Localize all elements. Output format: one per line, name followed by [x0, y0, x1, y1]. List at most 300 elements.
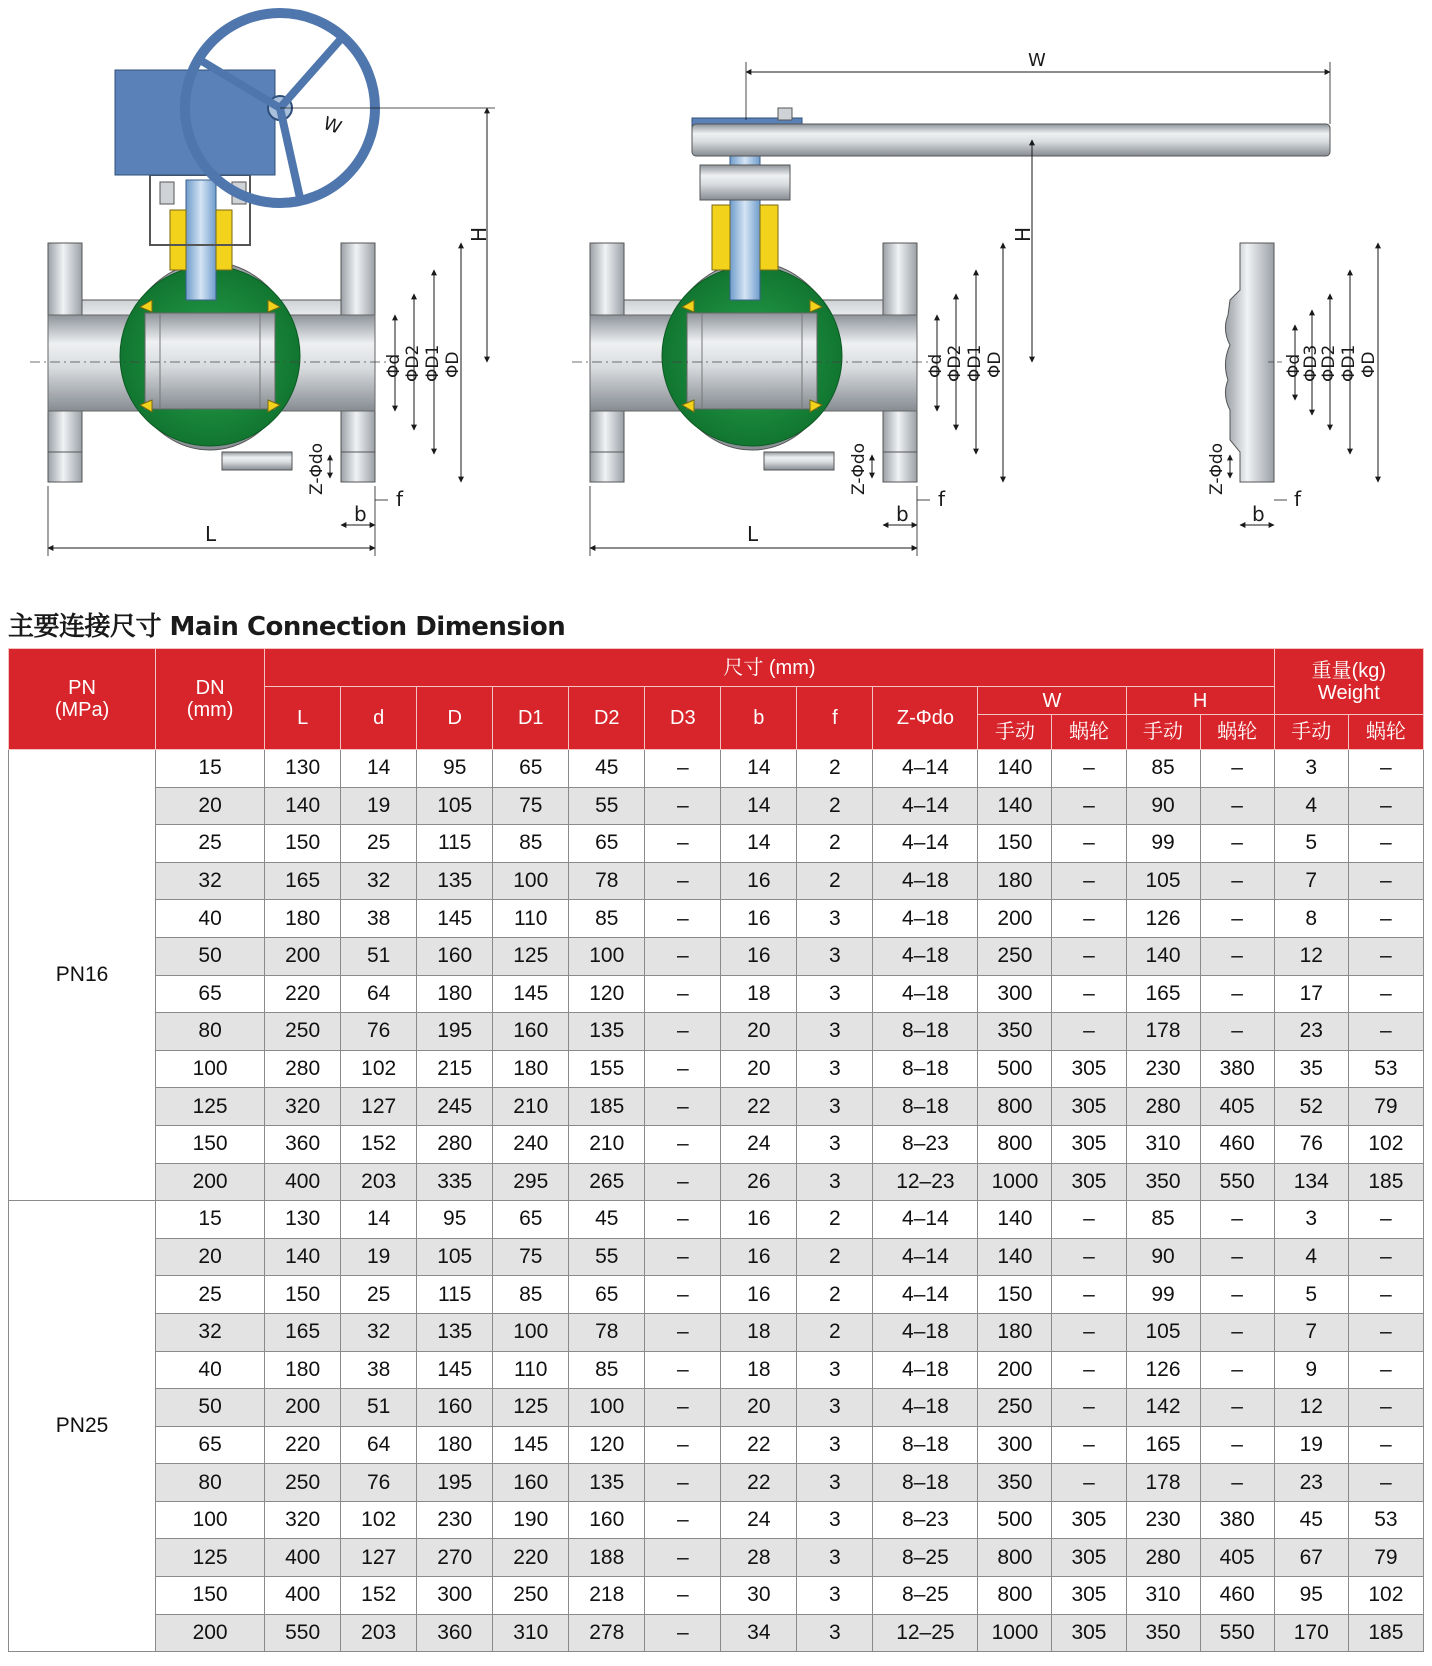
table-cell: 100	[156, 1501, 265, 1539]
dim-label-f: f	[396, 487, 404, 511]
table-cell: 16	[721, 862, 797, 900]
table-cell: 550	[1200, 1614, 1274, 1652]
table-row	[9, 1013, 1424, 1051]
table-cell: 155	[569, 1050, 645, 1088]
table-cell: 160	[493, 1464, 569, 1502]
table-cell: 400	[265, 1577, 341, 1615]
table-cell: –	[1348, 862, 1423, 900]
table-row	[9, 750, 1424, 788]
table-cell: –	[1348, 750, 1423, 788]
table-cell: 140	[1126, 937, 1200, 975]
table-cell: 140	[265, 1238, 341, 1276]
header-size-group: 尺寸 (mm)	[265, 649, 1275, 687]
table-cell: 2	[797, 862, 873, 900]
table-row	[9, 975, 1424, 1013]
table-cell: –	[645, 1614, 721, 1652]
table-cell: 65	[569, 1276, 645, 1314]
table-cell: 305	[1052, 1050, 1126, 1088]
table-cell: –	[1200, 1238, 1274, 1276]
table-cell: –	[1052, 787, 1126, 825]
dim-label-zdo-flange: Z-Φdo	[1207, 442, 1227, 495]
table-cell: 53	[1348, 1501, 1423, 1539]
table-cell: –	[1348, 1238, 1423, 1276]
table-cell: 2	[797, 787, 873, 825]
table-cell: 4–14	[873, 1238, 978, 1276]
table-cell: 125	[156, 1088, 265, 1126]
table-cell: 230	[417, 1501, 493, 1539]
table-cell: 380	[1200, 1501, 1274, 1539]
header-W: W	[978, 687, 1126, 715]
table-cell: 8–25	[873, 1577, 978, 1615]
header-weight-worm: 蜗轮	[1348, 715, 1423, 750]
table-cell: 240	[493, 1125, 569, 1163]
table-cell: 85	[493, 825, 569, 863]
table-cell: 38	[341, 1351, 417, 1389]
table-cell: 188	[569, 1539, 645, 1577]
table-cell: 305	[1052, 1088, 1126, 1126]
table-cell: –	[1348, 1201, 1423, 1239]
table-cell: 120	[569, 975, 645, 1013]
table-cell: 18	[721, 1313, 797, 1351]
header-f: f	[797, 687, 873, 750]
table-cell: 3	[797, 975, 873, 1013]
table-cell: 22	[721, 1088, 797, 1126]
table-cell: 25	[341, 1276, 417, 1314]
table-cell: –	[645, 975, 721, 1013]
dim-label-H: H	[467, 226, 491, 242]
header-weight-manual: 手动	[1274, 715, 1348, 750]
table-cell: 51	[341, 937, 417, 975]
table-cell: 460	[1200, 1577, 1274, 1615]
table-cell: 105	[417, 1238, 493, 1276]
table-cell: 200	[265, 937, 341, 975]
table-cell: 8–23	[873, 1501, 978, 1539]
table-cell: 140	[978, 1238, 1052, 1276]
table-cell: –	[1052, 975, 1126, 1013]
header-H-manual: 手动	[1126, 715, 1200, 750]
table-cell: 800	[978, 1539, 1052, 1577]
table-cell: 165	[265, 862, 341, 900]
table-cell: 28	[721, 1539, 797, 1577]
table-row	[9, 862, 1424, 900]
table-cell: –	[645, 1238, 721, 1276]
header-H-worm: 蜗轮	[1200, 715, 1274, 750]
table-cell: –	[1052, 825, 1126, 863]
table-cell: 305	[1052, 1539, 1126, 1577]
table-cell: 3	[797, 1389, 873, 1427]
table-cell: 3	[797, 937, 873, 975]
table-cell: 65	[493, 750, 569, 788]
table-cell: 90	[1126, 787, 1200, 825]
table-cell: 115	[417, 825, 493, 863]
table-cell: –	[1052, 1351, 1126, 1389]
table-cell: –	[1200, 937, 1274, 975]
table-cell: 14	[721, 787, 797, 825]
table-cell: 135	[569, 1464, 645, 1502]
table-cell: 100	[493, 1313, 569, 1351]
table-cell: 12	[1274, 937, 1348, 975]
table-row	[9, 900, 1424, 938]
table-cell: 50	[156, 937, 265, 975]
header-D2: D2	[569, 687, 645, 750]
table-cell: 19	[341, 1238, 417, 1276]
table-cell: 152	[341, 1125, 417, 1163]
table-cell: –	[1348, 1389, 1423, 1427]
table-cell: 23	[1274, 1464, 1348, 1502]
table-cell: 310	[493, 1614, 569, 1652]
table-cell: 34	[721, 1614, 797, 1652]
table-cell: 200	[156, 1614, 265, 1652]
table-cell: 102	[1348, 1125, 1423, 1163]
table-cell: 360	[417, 1614, 493, 1652]
table-cell: 32	[341, 1313, 417, 1351]
dim-label-d: Φd	[384, 353, 404, 378]
table-cell: 200	[265, 1389, 341, 1427]
table-cell: 180	[417, 1426, 493, 1464]
header-weight-group: 重量(kg) Weight	[1274, 649, 1423, 715]
table-cell: 102	[1348, 1577, 1423, 1615]
table-cell: –	[1200, 750, 1274, 788]
table-cell: –	[645, 900, 721, 938]
table-cell: 7	[1274, 862, 1348, 900]
table-cell: 4–18	[873, 1351, 978, 1389]
table-cell: 305	[1052, 1577, 1126, 1615]
table-cell: 215	[417, 1050, 493, 1088]
table-cell: 115	[417, 1276, 493, 1314]
table-cell: 4–14	[873, 1201, 978, 1239]
table-cell: 800	[978, 1125, 1052, 1163]
table-cell: 150	[156, 1577, 265, 1615]
table-cell: –	[1052, 1201, 1126, 1239]
table-cell: 320	[265, 1088, 341, 1126]
table-cell: –	[1052, 1313, 1126, 1351]
table-cell: 1000	[978, 1614, 1052, 1652]
table-cell: –	[645, 937, 721, 975]
table-cell: –	[645, 1013, 721, 1051]
table-cell: –	[1348, 787, 1423, 825]
table-cell: 85	[1126, 1201, 1200, 1239]
table-cell: 3	[797, 1125, 873, 1163]
table-cell: 4–14	[873, 825, 978, 863]
table-cell: –	[1052, 862, 1126, 900]
table-cell: –	[1052, 1238, 1126, 1276]
dim-label-b: b	[354, 502, 367, 526]
table-cell: 14	[721, 750, 797, 788]
table-cell: 35	[1274, 1050, 1348, 1088]
table-cell: 220	[265, 1426, 341, 1464]
dim-label-f-lever: f	[938, 487, 946, 511]
table-cell: 203	[341, 1163, 417, 1201]
table-cell: 8	[1274, 900, 1348, 938]
table-cell: 79	[1348, 1088, 1423, 1126]
table-cell: 335	[417, 1163, 493, 1201]
dim-label-D3-flange: ΦD3	[1301, 344, 1321, 382]
table-cell: 220	[493, 1539, 569, 1577]
table-cell: 250	[265, 1013, 341, 1051]
table-cell: 4	[1274, 787, 1348, 825]
table-cell: 125	[493, 937, 569, 975]
table-cell: 310	[1126, 1577, 1200, 1615]
table-cell: 8–18	[873, 1050, 978, 1088]
table-cell: 102	[341, 1501, 417, 1539]
table-cell: 300	[978, 975, 1052, 1013]
table-cell: 30	[721, 1577, 797, 1615]
table-cell: –	[645, 862, 721, 900]
header-zdo: Z-Φdo	[873, 687, 978, 750]
table-cell: 380	[1200, 1050, 1274, 1088]
table-cell: –	[1200, 900, 1274, 938]
table-cell: 310	[1126, 1125, 1200, 1163]
table-cell: 8–23	[873, 1125, 978, 1163]
dim-label-zdo: Z-Φdo	[307, 442, 327, 495]
table-cell: 76	[341, 1013, 417, 1051]
table-cell: 550	[265, 1614, 341, 1652]
table-cell: 145	[493, 1426, 569, 1464]
table-row	[9, 1313, 1424, 1351]
table-cell: 350	[978, 1013, 1052, 1051]
table-cell: –	[645, 1313, 721, 1351]
table-cell: 3	[797, 1163, 873, 1201]
table-cell: 5	[1274, 825, 1348, 863]
table-cell: 195	[417, 1013, 493, 1051]
table-cell: –	[1200, 1013, 1274, 1051]
table-cell: 4–18	[873, 1389, 978, 1427]
table-cell: 460	[1200, 1125, 1274, 1163]
table-row	[9, 787, 1424, 825]
table-cell: 16	[721, 1276, 797, 1314]
table-cell: 23	[1274, 1013, 1348, 1051]
table-cell: 4–14	[873, 787, 978, 825]
header-pn: PN (MPa)	[9, 649, 156, 750]
table-row	[9, 1088, 1424, 1126]
table-cell: 51	[341, 1389, 417, 1427]
table-cell: –	[1200, 1426, 1274, 1464]
table-cell: 8–18	[873, 1426, 978, 1464]
table-cell: 85	[569, 1351, 645, 1389]
table-cell: 250	[978, 1389, 1052, 1427]
table-cell: 76	[341, 1464, 417, 1502]
table-cell: 150	[265, 825, 341, 863]
table-cell: –	[645, 787, 721, 825]
table-cell: 18	[721, 975, 797, 1013]
table-cell: –	[645, 1577, 721, 1615]
table-cell: –	[1348, 1426, 1423, 1464]
table-cell: –	[645, 1050, 721, 1088]
dim-label-D2-flange: ΦD2	[1319, 344, 1339, 382]
table-cell: 145	[493, 975, 569, 1013]
table-cell: 280	[417, 1125, 493, 1163]
table-cell: 350	[1126, 1163, 1200, 1201]
table-cell: –	[1052, 1464, 1126, 1502]
table-cell: 65	[569, 825, 645, 863]
table-cell: 3	[1274, 1201, 1348, 1239]
table-cell: 24	[721, 1125, 797, 1163]
table-cell: 550	[1200, 1163, 1274, 1201]
table-cell: –	[645, 1088, 721, 1126]
table-cell: 2	[797, 825, 873, 863]
table-cell: 65	[493, 1201, 569, 1239]
table-cell: 142	[1126, 1389, 1200, 1427]
table-cell: –	[1348, 937, 1423, 975]
table-cell: –	[1200, 1389, 1274, 1427]
table-row	[9, 1163, 1424, 1201]
table-cell: 300	[978, 1426, 1052, 1464]
table-cell: 20	[156, 1238, 265, 1276]
table-cell: 165	[265, 1313, 341, 1351]
table-cell: 178	[1126, 1013, 1200, 1051]
header-d: d	[341, 687, 417, 750]
table-cell: 180	[417, 975, 493, 1013]
table-cell: 24	[721, 1501, 797, 1539]
table-cell: 110	[493, 1351, 569, 1389]
table-cell: 19	[341, 787, 417, 825]
table-row	[9, 1201, 1424, 1239]
header-W-manual: 手动	[978, 715, 1052, 750]
table-cell: 152	[341, 1577, 417, 1615]
header-dn: DN (mm)	[156, 649, 265, 750]
table-cell: 245	[417, 1088, 493, 1126]
table-cell: 8–18	[873, 1088, 978, 1126]
table-cell: –	[1052, 1426, 1126, 1464]
table-cell: 135	[569, 1013, 645, 1051]
table-cell: 3	[1274, 750, 1348, 788]
table-cell: 180	[978, 862, 1052, 900]
table-cell: –	[1200, 1464, 1274, 1502]
table-cell: –	[1200, 1201, 1274, 1239]
table-cell: 203	[341, 1614, 417, 1652]
table-cell: 800	[978, 1577, 1052, 1615]
table-cell: 400	[265, 1163, 341, 1201]
table-cell: 3	[797, 1426, 873, 1464]
table-row	[9, 1577, 1424, 1615]
table-cell: 1000	[978, 1163, 1052, 1201]
table-row	[9, 937, 1424, 975]
pn-group-label: PN25	[9, 1201, 156, 1652]
table-cell: 150	[265, 1276, 341, 1314]
table-cell: 7	[1274, 1313, 1348, 1351]
table-cell: –	[1200, 975, 1274, 1013]
table-cell: 125	[156, 1539, 265, 1577]
table-cell: 85	[1126, 750, 1200, 788]
table-row	[9, 825, 1424, 863]
table-cell: 230	[1126, 1050, 1200, 1088]
section-title: 主要连接尺寸 Main Connection Dimension	[8, 612, 566, 642]
table-cell: 100	[569, 937, 645, 975]
table-cell: 500	[978, 1050, 1052, 1088]
table-cell: 76	[1274, 1125, 1348, 1163]
table-cell: 120	[569, 1426, 645, 1464]
table-cell: 78	[569, 862, 645, 900]
header-b: b	[721, 687, 797, 750]
table-cell: 16	[721, 1238, 797, 1276]
table-cell: 200	[978, 1351, 1052, 1389]
table-row	[9, 1389, 1424, 1427]
table-cell: 85	[569, 900, 645, 938]
table-cell: 135	[417, 1313, 493, 1351]
table-row	[9, 1539, 1424, 1577]
dim-label-d-flange: Φd	[1284, 353, 1304, 378]
table-cell: 40	[156, 1351, 265, 1389]
table-cell: 170	[1274, 1614, 1348, 1652]
table-cell: –	[1200, 1351, 1274, 1389]
table-cell: 3	[797, 1464, 873, 1502]
table-row	[9, 1426, 1424, 1464]
dim-label-d-lever: Φd	[926, 353, 946, 378]
table-cell: 350	[978, 1464, 1052, 1502]
table-cell: 100	[493, 862, 569, 900]
table-cell: –	[1200, 787, 1274, 825]
dim-label-H-lever: H	[1011, 226, 1035, 242]
table-cell: 150	[156, 1125, 265, 1163]
table-cell: –	[645, 1276, 721, 1314]
table-cell: 405	[1200, 1539, 1274, 1577]
table-cell: 95	[1274, 1577, 1348, 1615]
table-cell: 127	[341, 1088, 417, 1126]
table-cell: 52	[1274, 1088, 1348, 1126]
table-cell: –	[1348, 1313, 1423, 1351]
dim-label-D2-lever: ΦD2	[945, 344, 965, 382]
pn-group-label: PN16	[9, 750, 156, 1201]
table-cell: 16	[721, 1201, 797, 1239]
dim-label-f-flange: f	[1294, 487, 1302, 511]
table-cell: 100	[156, 1050, 265, 1088]
table-cell: –	[645, 750, 721, 788]
table-cell: 250	[265, 1464, 341, 1502]
table-cell: 400	[265, 1539, 341, 1577]
table-cell: 99	[1126, 1276, 1200, 1314]
dim-label-D-lever: ΦD	[985, 351, 1005, 378]
flange-detail-drawing	[1207, 243, 1379, 526]
table-cell: –	[1052, 1013, 1126, 1051]
table-cell: 126	[1126, 1351, 1200, 1389]
table-row	[9, 1614, 1424, 1652]
table-cell: –	[645, 1539, 721, 1577]
table-cell: 145	[417, 1351, 493, 1389]
table-cell: 200	[156, 1163, 265, 1201]
table-cell: 65	[156, 1426, 265, 1464]
table-cell: –	[645, 1389, 721, 1427]
dim-label-D1-flange: ΦD1	[1339, 344, 1359, 382]
table-cell: 32	[156, 862, 265, 900]
table-cell: 4–14	[873, 750, 978, 788]
header-D: D	[417, 687, 493, 750]
table-cell: 55	[569, 787, 645, 825]
table-cell: 3	[797, 1501, 873, 1539]
table-cell: 55	[569, 1238, 645, 1276]
table-cell: 270	[417, 1539, 493, 1577]
table-cell: 4–18	[873, 862, 978, 900]
valve-drawings	[0, 0, 1432, 560]
dim-label-D1-lever: ΦD1	[965, 344, 985, 382]
table-cell: 210	[493, 1088, 569, 1126]
dim-label-L: L	[205, 522, 217, 546]
table-cell: 105	[1126, 1313, 1200, 1351]
table-cell: 405	[1200, 1088, 1274, 1126]
table-cell: 300	[417, 1577, 493, 1615]
header-W-worm: 蜗轮	[1052, 715, 1126, 750]
table-cell: 32	[341, 862, 417, 900]
header-H: H	[1126, 687, 1274, 715]
table-cell: 85	[493, 1276, 569, 1314]
table-cell: –	[1052, 750, 1126, 788]
table-cell: 99	[1126, 825, 1200, 863]
table-cell: 130	[265, 1201, 341, 1239]
gear-operated-valve-drawing	[30, 13, 495, 556]
table-cell: 80	[156, 1013, 265, 1051]
table-row	[9, 1351, 1424, 1389]
table-cell: 280	[1126, 1539, 1200, 1577]
table-cell: 79	[1348, 1539, 1423, 1577]
